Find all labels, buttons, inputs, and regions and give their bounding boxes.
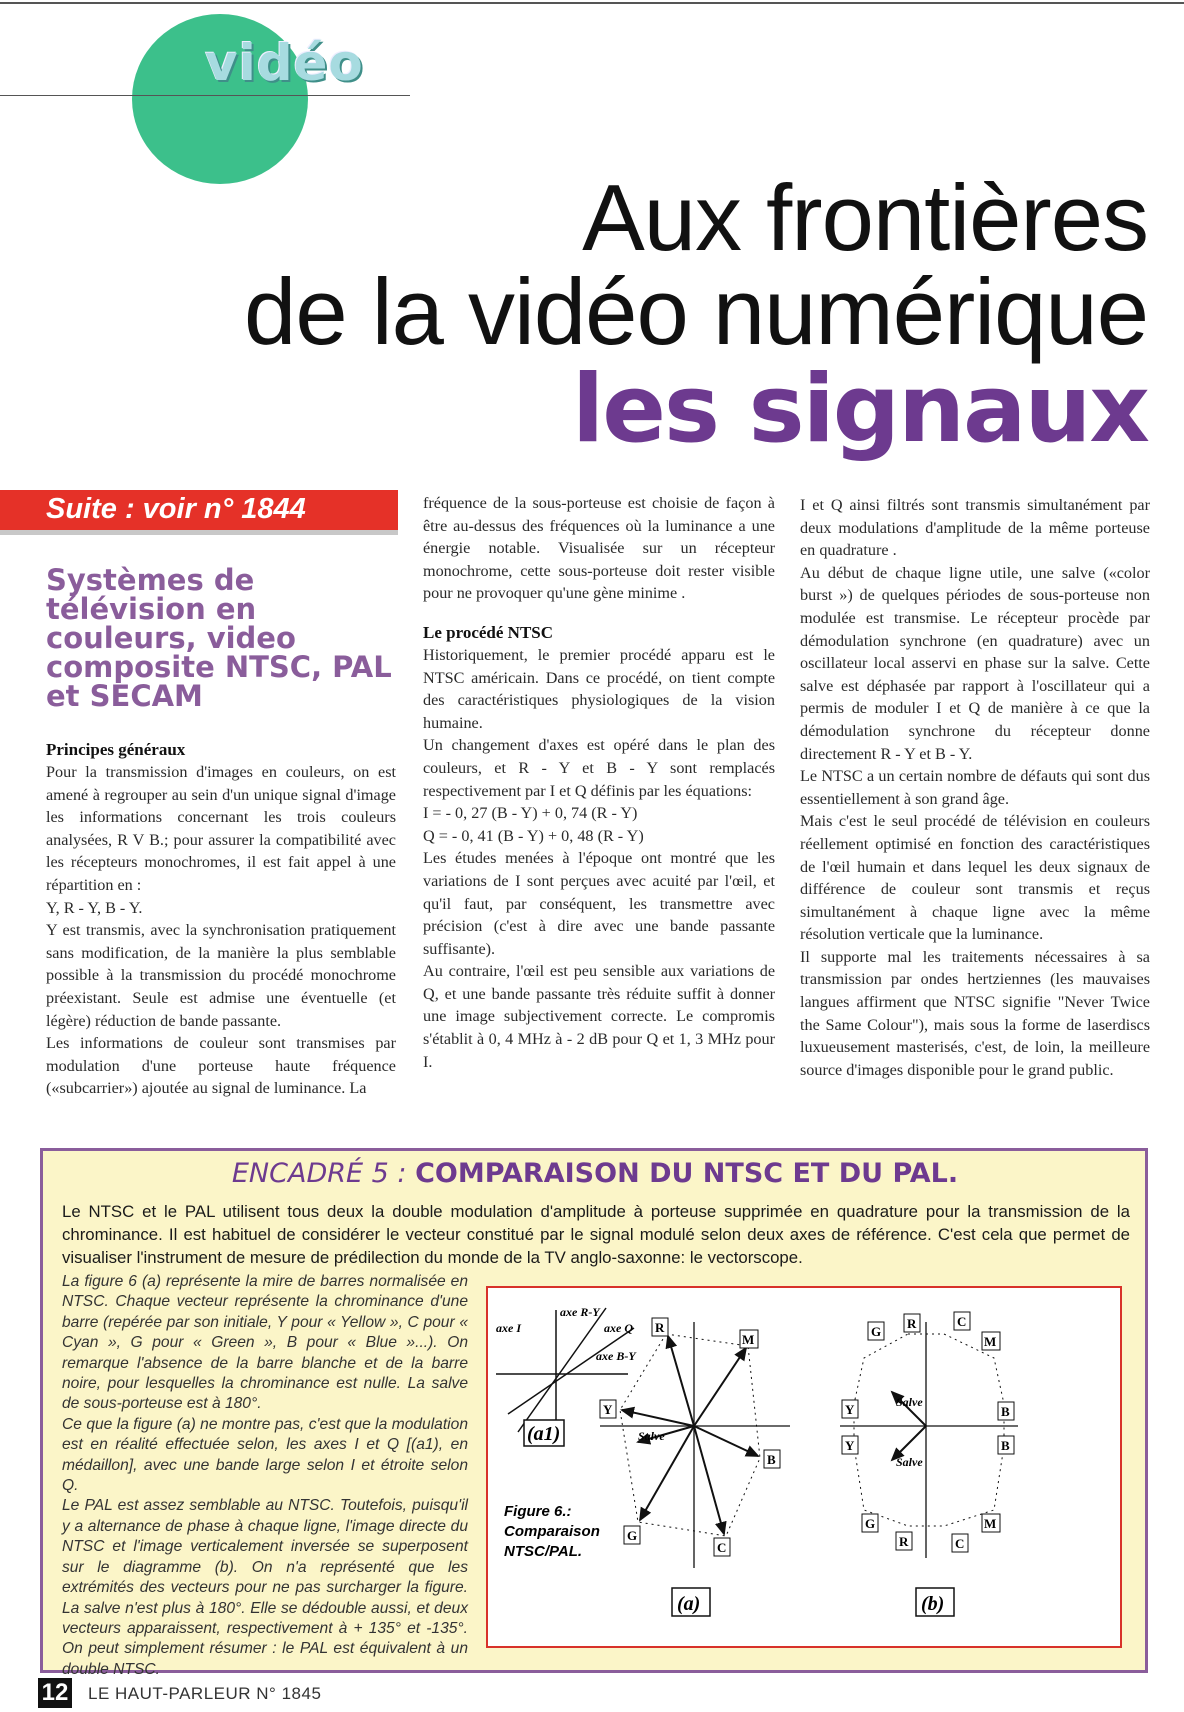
salve-label-a: Salve: [638, 1429, 665, 1443]
letter-m-b-top: M: [984, 1334, 997, 1349]
box-paragraph: La figure 6 (a) représente la mire de barres normalisée en NTSC. Chaque vecteur représente la chrominance d'une barre (repérée par son initiale, Y pour « Yellow », C pour « Cyan », G pour « Green », B pour « Blue »...). On remarque l'absence de la barre blanche et de la barre noire, pour lesquelles la chrominance est nulle. La salve de sous-porteuse est à 180°.: [62, 1273, 468, 1413]
box-paragraph: Ce que la figure (a) ne montre pas, c'est que la modulation est en réalité effectuée selon, les axes I et Q [(a1), en médaillon], avec une bande large selon I et étroite selon Q.: [62, 1415, 468, 1495]
letter-g-a: G: [627, 1528, 638, 1543]
salve-label-b-lower: Salve: [896, 1455, 923, 1469]
col1-paragraph: Y, R - Y, B - Y.: [46, 898, 143, 917]
letter-g-b-bottom: G: [865, 1516, 876, 1531]
axis-q-label: axe Q: [604, 1321, 633, 1335]
letter-g-b-top: G: [871, 1324, 882, 1339]
category-rule: [0, 95, 410, 96]
title-line-1: Aux frontières: [582, 165, 1148, 270]
col2-paragraph: Les études menées à l'époque ont montré que les variations de I sont perçues avec acuité par l'œil, et qu'il faut, par conséquent, les transmettre avec précision (c'est à dire avec une bande passante suffisante).: [423, 849, 775, 958]
box-label: ENCADRÉ 5 :: [231, 1158, 407, 1189]
box-heading: COMPARAISON DU NTSC ET DU PAL.: [415, 1158, 959, 1189]
col1-paragraph: Pour la transmission d'images en couleurs, on est amené à regrouper au sein d'un unique signal d'image les informations concernant les trois couleurs analysées, R V B.; pour assurer la compatibilité avec les récepteurs monochromes, il est fait appel à une répartition en :: [46, 763, 396, 894]
figure-caption-2: Comparaison: [504, 1523, 600, 1540]
col3-paragraph: Il supporte mal les traitements nécessaires à sa transmission par ondes hertziennes (les mauvaises langues affirment que NTSC signifie "Never Twice the Same Colour"), mais sous la forme de laserdiscs luxueusement masterisés, c'est, de loin, la meilleure source d'images disponible pour le grand public.: [800, 947, 1150, 1079]
box-paragraph: Le PAL est assez semblable au NTSC. Toutefois, puisqu'il y a alternance de phase à chaque ligne, l'image directe du NTSC et l'image verticalement inversée se superposent sur le diagramme (b). On n'a représenté que les extrémités des vecteurs pour ne pas surcharger la figure. La salve n'est plus à 180°. Elle se dédouble aussi, et deux vecteurs apparaissent, respectivement à + 135° et -135°. On peut simplement résumer : le PAL est équivalent à un double NTSC.: [62, 1497, 468, 1678]
letter-c-a: C: [717, 1540, 727, 1555]
section-title: Systèmes de télévision en couleurs, video composite NTSC, PAL et SECAM: [46, 563, 392, 713]
col1-heading: Principes généraux: [46, 740, 186, 759]
letter-c-b-top: C: [957, 1314, 967, 1329]
title-line-2: de la vidéo numérique: [244, 259, 1148, 364]
top-rule: [0, 2, 1184, 4]
vectorscope-diagram: [488, 1288, 1120, 1646]
inset-a1: [496, 1305, 637, 1446]
col2-paragraph: Historiquement, le premier procédé apparu est le NTSC américain. Dans ce procédé, on tient compte des caractéristiques physiologiques de la vision humaine.: [423, 645, 775, 732]
letter-m-a: M: [742, 1332, 755, 1347]
letter-b-b-lower: B: [1001, 1438, 1010, 1453]
letter-y-a: Y: [603, 1402, 613, 1417]
page-number: 12: [38, 1678, 72, 1708]
col2-paragraph: Un changement d'axes est opéré dans le plan des couleurs, et R - Y et B - Y sont remplacés respectivement par I et Q définis par les équations:: [423, 736, 775, 800]
col3-paragraph: Au début de chaque ligne utile, une salve («color burst ») de quelques périodes de sous-porteuse non modulée est transmise. Le récepteur procède par démodulation synchrone (en quadrature) avec un oscillateur local asservi en phase sur la salve. Cette salve est déphasée par rapport à l'oscillateur qui a permis de moduler I et Q de manière à ce que la démodulation synchrone du récepteur donne directement R - Y et B - Y.: [800, 563, 1150, 763]
col2-heading: Le procédé NTSC: [423, 622, 554, 642]
axis-by-label: axe B-Y: [596, 1349, 636, 1363]
diagram-b-label: (b): [921, 1593, 945, 1615]
letter-r-a: R: [655, 1320, 665, 1335]
letter-m-b-bottom: M: [984, 1516, 997, 1531]
col2-equation: I = - 0, 27 (B - Y) + 0, 74 (R - Y): [423, 804, 638, 823]
col3-paragraph: Mais c'est le seul procédé de télévision en couleurs réellement optimisé en fonction des caractéristiques de l'œil humain et dans lequel les deux signaux de différence de couleur sont transmis et reçus simultanément à chaque ligne avec la même résolution verticale que la luminance.: [800, 812, 1150, 944]
col3-paragraph: I et Q ainsi filtrés sont transmis simultanément par deux modulations d'amplitude de la même porteuse en quadrature .: [800, 496, 1150, 560]
figure-caption-1: Figure 6.:: [504, 1503, 572, 1520]
continued-banner-text: Suite : voir n° 1844: [46, 493, 306, 525]
inset-label: (a1): [527, 1423, 561, 1445]
continued-banner: [0, 490, 398, 530]
box-text-column: [62, 1272, 468, 1680]
magazine-issue: LE HAUT-PARLEUR N° 1845: [88, 1684, 322, 1703]
salve-label-b-upper: Salve: [896, 1395, 923, 1409]
col1-paragraph: Les informations de couleur sont transmises par modulation d'une porteuse haute fréquence («subcarrier») ajoutée au signal de luminance. La: [46, 1034, 396, 1098]
letter-b-b-upper: B: [1001, 1404, 1010, 1419]
letter-c-b-bottom: C: [955, 1536, 965, 1551]
figure-caption-3: NTSC/PAL.: [504, 1543, 583, 1560]
col2-paragraph: Au contraire, l'œil est peu sensible aux variations de Q, et une bande passante très réduite suffit à donner une image subjectivement correcte. Le compromis s'établit à 0, 4 MHz à - 2 dB pour Q et 1, 3 MHz pour I.: [423, 962, 775, 1071]
letter-r-b-bottom: R: [899, 1534, 909, 1549]
axis-ry-label: axe R-Y: [560, 1305, 600, 1319]
letter-b-a: B: [767, 1452, 776, 1467]
col1-paragraph: Y est transmis, avec la synchronisation pratiquement sans modification, de la manière la plus semblable possible à la transmission du procédé monochrome préexistant. Seule est admise une éventuelle (et légère) réduction de bande passante.: [46, 921, 396, 1030]
title-line-3: les signaux: [571, 355, 1148, 464]
col3-paragraph: Le NTSC a un certain nombre de défauts qui sont dus essentiellement à son grand âge.: [800, 767, 1150, 808]
letter-y-b-upper: Y: [845, 1402, 855, 1417]
column-1: [46, 738, 396, 1100]
col2-equation: Q = - 0, 41 (B - Y) + 0, 48 (R - Y): [423, 826, 644, 845]
column-3: [800, 494, 1150, 1081]
diagram-b: [840, 1312, 1018, 1616]
box-title: [60, 1158, 1130, 1189]
box-intro: Le NTSC et le PAL utilisent tous deux la double modulation d'amplitude à porteuse supprimée en quadrature pour la transmission de la chrominance. Il est habituel de considérer le vecteur constitué par le signal modulé selon deux axes de référence. C'est cela que permet de visualiser l'instrument de mesure de prédilection du monde de la TV anglo-saxonne: le vectorscope.: [62, 1202, 1130, 1267]
letter-r-b-top: R: [907, 1316, 917, 1331]
letter-y-b-lower: Y: [845, 1438, 855, 1453]
category-label: vidéo: [205, 34, 364, 92]
diagram-a-label: (a): [677, 1593, 701, 1615]
axis-i-label: axe I: [496, 1321, 521, 1335]
col2-intro: fréquence de la sous-porteuse est choisie de façon à être au-dessus des fréquences où la luminance a une énergie notable. Visualisée sur un récepteur monochrome, cette sous-porteuse doit rester visible pour ne provoquer qu'une gène minime .: [423, 494, 775, 603]
figure-6: [486, 1286, 1122, 1648]
column-2: [423, 492, 775, 1073]
